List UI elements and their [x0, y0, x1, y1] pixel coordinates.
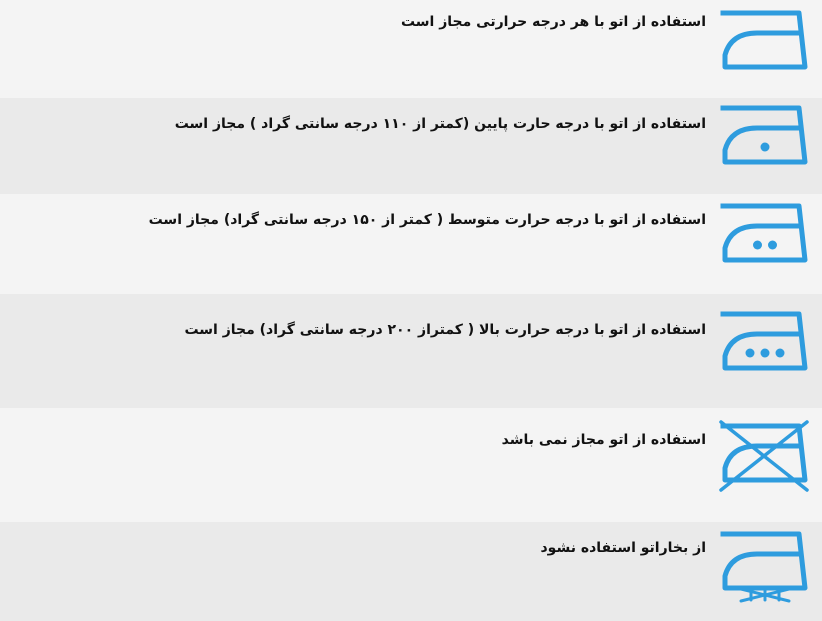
care-row-any-temperature: [0, 0, 822, 98]
care-label: استفاده از اتو مجاز نمی باشد: [501, 432, 706, 448]
care-label: از بخاراتو استفاده نشود: [540, 540, 706, 556]
care-row-medium-temperature: [0, 194, 822, 294]
iron-outline: [723, 534, 805, 588]
no-steam-icon-graphic: [721, 530, 809, 602]
do-not-iron-icon-graphic: [721, 422, 809, 494]
care-label: استفاده از اتو با درجه حرارت بالا ( کمتراز ۲۰۰ درجه سانتی گراد) مجاز است: [184, 322, 706, 338]
iron-any-temperature-icon-graphic: [721, 9, 809, 81]
temperature-dot: [776, 349, 785, 358]
iron-outline: [723, 108, 805, 162]
care-row-do-not-iron: [0, 408, 822, 522]
iron-any-temperature-icon: [721, 9, 809, 81]
care-row-high-temperature: [0, 294, 822, 408]
temperature-dot: [761, 349, 770, 358]
iron-outline: [723, 314, 805, 368]
care-label: استفاده از اتو با درجه حرارت متوسط ( کمتر از ۱۵۰ درجه سانتی گراد) مجاز است: [148, 212, 706, 228]
do-not-iron-icon: [721, 422, 809, 494]
iron-high-temperature-icon: [721, 310, 809, 382]
care-label: استفاده از اتو با درجه حارت پایین (کمتر از ۱۱۰ درجه سانتی گراد ) مجاز است: [174, 116, 706, 132]
iron-low-temperature-icon: [721, 104, 809, 176]
care-row-low-temperature: [0, 98, 822, 194]
iron-outline: [723, 206, 805, 260]
no-steam-icon: [721, 530, 809, 602]
iron-medium-temperature-icon-graphic: [721, 202, 809, 274]
care-row-no-steam: [0, 522, 822, 621]
temperature-dot: [761, 143, 770, 152]
temperature-dot: [768, 241, 777, 250]
iron-low-temperature-icon-graphic: [721, 104, 809, 176]
crossed-steam-mark: [741, 589, 789, 601]
temperature-dot: [753, 241, 762, 250]
iron-medium-temperature-icon: [721, 202, 809, 274]
care-label: استفاده از اتو با هر درجه حرارتی مجاز است: [400, 14, 706, 30]
temperature-dot: [746, 349, 755, 358]
iron-high-temperature-icon-graphic: [721, 310, 809, 382]
iron-outline: [723, 13, 805, 67]
